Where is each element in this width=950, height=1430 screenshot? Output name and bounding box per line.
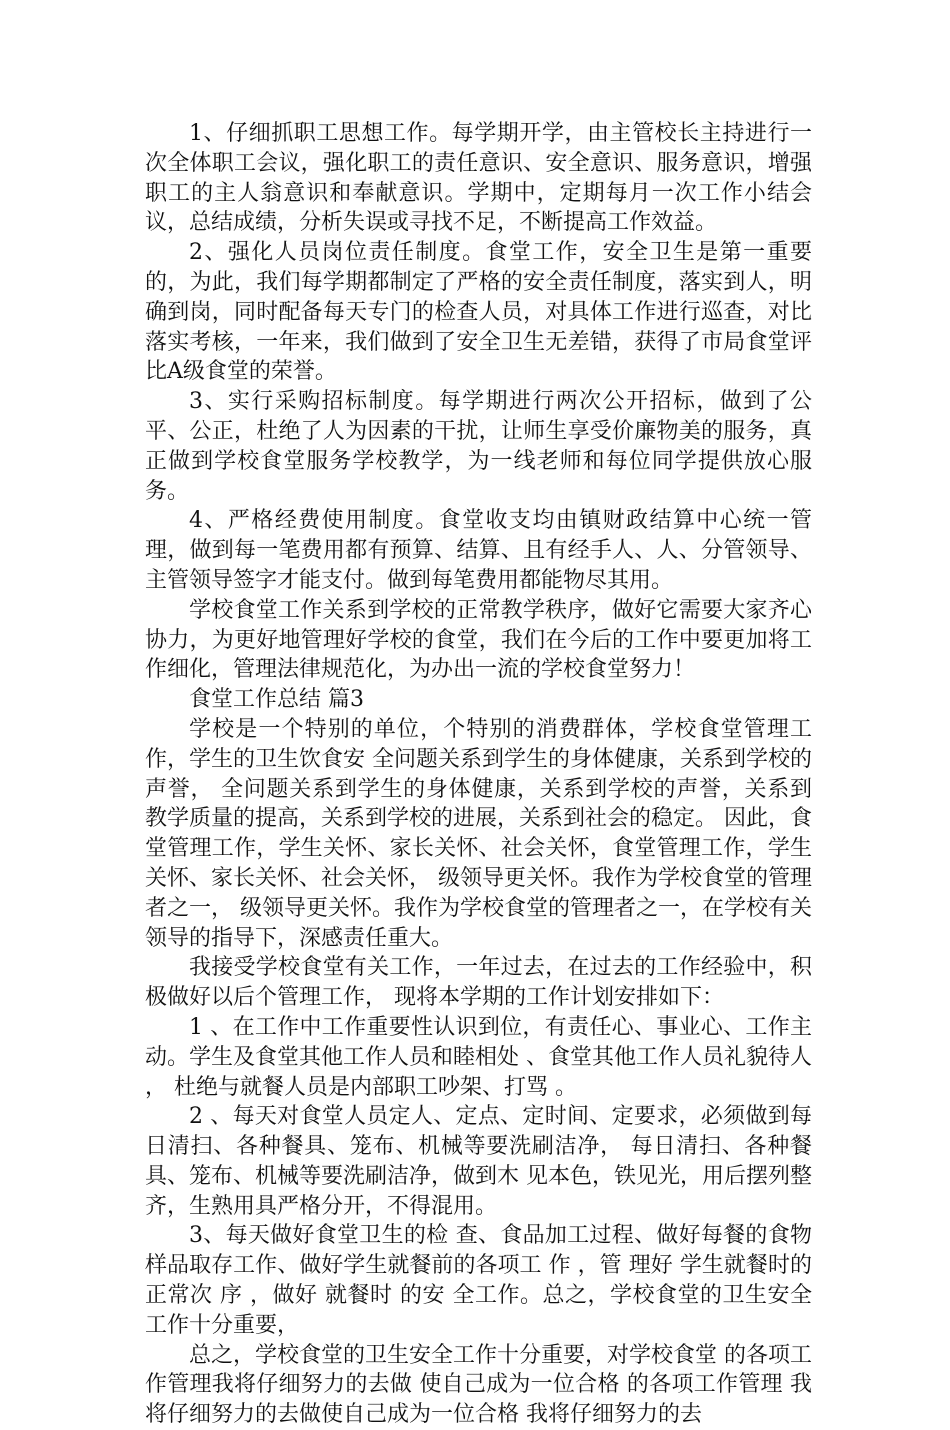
paragraph-item-3: 3、实行采购招标制度。每学期进行两次公开招标，做到了公平、公正，杜绝了人为因素的干扰，让师生享受价廉物美的服务，真正做到学校食堂服务学校教学，为一线老师和每位同学提供放心服务。 [145, 389, 812, 504]
section-heading: 食堂工作总结 篇3 [189, 687, 364, 713]
paragraph-item-4: 4、严格经费使用制度。食堂收支均由镇财政结算中心统一管理，做到每一笔费用都有预算、结算、且有经手人、人、分管领导、主管领导签字才能支付。做到每笔费用都能物尽其用。 [145, 508, 812, 593]
plan-item-1: 1 、在工作中工作重要性认识到位，有责任心、事业心、工作主动。学生及食堂其他工作人员和睦相处 、食堂其他工作人员礼貌待人 ， 杜绝与就餐人员是内部职工吵架、打骂 。 [145, 1014, 812, 1100]
summary-paragraph: 总之，学校食堂的卫生安全工作十分重要，对学校食堂 的各项工作管理我将仔细努力的去做 使自己成为一位合格 的各项工作管理 我将仔细努力的去做使自己成为一位合格 我将仔细努力的去 [145, 1342, 812, 1428]
intro-paragraph: 学校是一个特别的单位，个特别的消费群体，学校食堂管理工作，学生的卫生饮食安 全问题关系到学生的身体健康，关系到学校的声誉， 全问题关系到学生的身体健康，关系到学校的声誉，关系到 教学质量的提高，关系到学校的进展，关系到社会的稳定。 因此，食堂管理工作，学生关怀、家长关怀、社会关怀，食堂管理工作，学生关怀、家长关怀、社会关怀， 级领导更关怀。我作为学校食堂的管理者之一， 级领导更关怀。我作为学校食堂的管理者之一，在学校有关领导的指导下，深感责任重大。 [145, 716, 812, 951]
closing-paragraph: 学校食堂工作关系到学校的正常教学秩序，做好它需要大家齐心协力，为更好地管理好学校的食堂，我们在今后的工作中要更加将工作细化，管理法律规范化，为办出一流的学校食堂努力！ [145, 597, 812, 683]
paragraph-item-1: 1、仔细抓职工思想工作。每学期开学，由主管校长主持进行一次全体职工会议，强化职工的责任意识、安全意识、服务意识，增强职工的主人翁意识和奉献意识。学期中，定期每月一次工作小结会议，总结成绩，分析失误或寻找不足，不断提高工作效益。 [145, 121, 812, 236]
plan-item-3: 3、每天做好食堂卫生的检 查、食品加工过程、做好每餐的食物样品取存工作、做好学生就餐前的各项工 作 ，管 理好 学生就餐时的 正常次 序 ，做好 就餐时 的安 全工作。总之，学校食堂的卫生安全工作十分重要， [145, 1223, 812, 1338]
plan-item-2: 2 、每天对食堂人员定人、定点、定时间、定要求，必须做到每日清扫、各种餐具、笼布、机械等要洗刷洁净， 每日清扫、各种餐具、笼布、机械等要洗刷洁净，做到木 见本色，铁见光，用后摆列整齐，生熟用具严格分开，不得混用。 [145, 1104, 812, 1219]
plan-intro-paragraph: 我接受学校食堂有关工作，一年过去，在过去的工作经验中，积极做好以后个管理工作， 现将本学期的工作计划安排如下： [145, 955, 812, 1011]
document-body [145, 119, 812, 1430]
paragraph-item-2: 2、强化人员岗位责任制度。食堂工作，安全卫生是第一重要的，为此，我们每学期都制定了严格的安全责任制度，落实到人，明确到岗，同时配备每天专门的检查人员，对具体工作进行巡查，对比落实考核，一年来，我们做到了安全卫生无差错，获得了市局食堂评比A级食堂的荣誉。 [145, 240, 812, 385]
